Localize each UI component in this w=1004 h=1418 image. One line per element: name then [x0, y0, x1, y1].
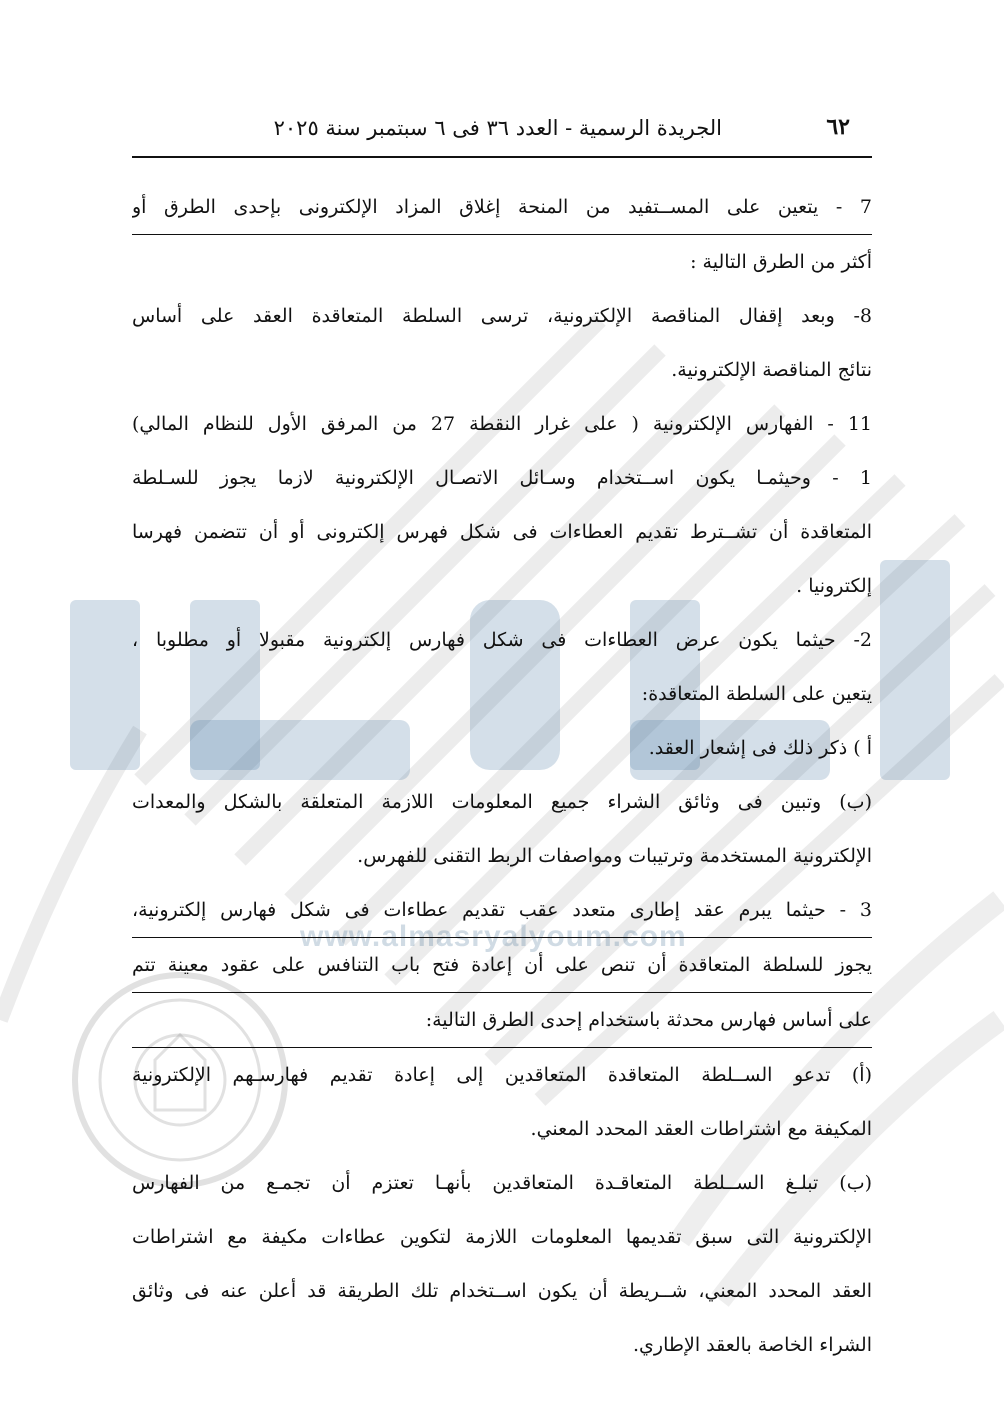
text-line: (أ) تدعو الســلطة المتعاقدة المتعاقدين إلى إعادة تقديم فهارسـهم الإلكترونية	[132, 1064, 872, 1086]
text-line: المتعاقدة أن تشــترط تقديم العطاءات فى شكل فهرس إلكترونى أو أن تتضمن فهرسا	[132, 521, 872, 543]
text-line: يجوز للسلطة المتعاقدة أن تنص على أن إعادة فتح باب التنافس على عقود معينة تتم	[132, 938, 872, 993]
text-line: 11 - الفهارس الإلكترونية ( على غرار النقطة 27 من المرفق الأول للنظام المالي)	[132, 413, 872, 435]
text-line: 1 - وحيثمـا يكون اســتخدام وسـائل الاتصـال الإلكترونية لازما يجوز للسـلطة	[132, 467, 872, 489]
text-line: المكيفة مع اشتراطات العقد المحدد المعني.	[530, 1118, 872, 1140]
watermark-url: www.almasryalyoum.com	[300, 920, 687, 953]
text-line: 3 - حيثما يبرم عقد إطارى متعدد عقب تقديم عطاءات فى شكل فهارس إلكترونية،	[132, 883, 872, 938]
running-title: الجريدة الرسمية - العدد ٣٦ فى ٦ سبتمبر سنة ٢٠٢٥	[273, 116, 722, 140]
text-line: الإلكترونية المستخدمة وترتيبات ومواصفات الربط التقنى للفهرس.	[357, 845, 872, 867]
text-line: 7 - يتعين على المســتفيد من المنحة إغلاق المزاد الإلكترونى بإحدى الطرق أو	[132, 180, 872, 235]
text-line: على أساس فهارس محدثة باستخدام إحدى الطرق التالية:	[132, 993, 872, 1048]
header-rule	[132, 156, 872, 158]
text-line: الإلكترونية التى سبق تقديمها المعلومات اللازمة لتكوين عطاءات مكيفة مع اشتراطات	[132, 1226, 872, 1248]
text-line: أ ) ذكر ذلك فى إشعار العقد.	[648, 737, 872, 759]
text-line: يتعين على السلطة المتعاقدة:	[641, 683, 872, 705]
text-line: نتائج المناقصة الإلكترونية.	[671, 359, 872, 381]
page-header	[132, 112, 872, 148]
text-line: 8- وبعد إقفال المناقصة الإلكترونية، ترسى السلطة المتعاقدة العقد على أساس	[132, 305, 872, 327]
text-line: إلكترونيا .	[796, 575, 872, 597]
text-line: (ب) تبلـغ الســلطة المتعاقـدة المتعاقدين بأنهـا تعتزم أن تجمـع من الفهارس	[132, 1172, 872, 1194]
text-line: (ب) وتبين فى وثائق الشراء جميع المعلومات اللازمة المتعلقة بالشكل والمعدات	[132, 791, 872, 813]
text-line: الشراء الخاصة بالعقد الإطاري.	[632, 1334, 872, 1356]
text-line: 2- حيثما يكون عرض العطاءات فى شكل فهارس إلكترونية مقبولا أو مطلوبا ،	[132, 629, 872, 651]
article-body	[132, 180, 872, 1372]
text-line: العقد المحدد المعني، شــريطة أن يكون اســتخدام تلك الطريقة قد أعلن عنه فى وثائق	[132, 1280, 872, 1302]
page-number: ٦٢	[826, 114, 850, 140]
text-line: أكثر من الطرق التالية :	[690, 251, 872, 273]
